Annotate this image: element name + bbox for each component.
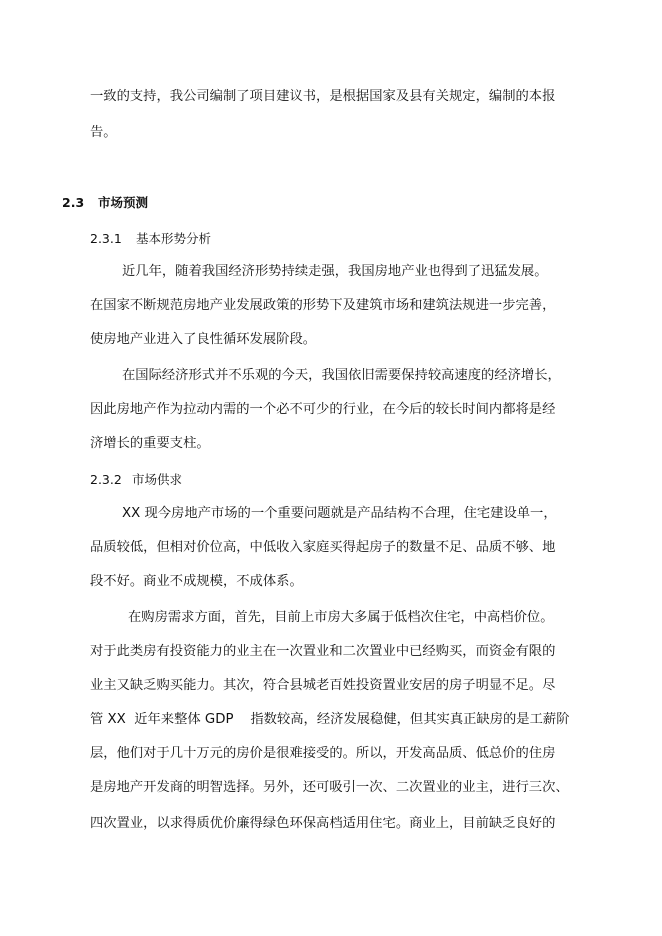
subsection-2-title: 市场供求 [132,472,183,487]
s1-p2-line-3: 济增长的重要支柱。 [90,436,210,451]
s1-p1-line-1: 近几年，随着我国经济形势持续走强，我国房地产业也得到了迅猛发展。 [122,264,548,279]
subsection-1-heading [90,230,211,248]
subsection-1-title: 基本形势分析 [136,231,212,246]
section-heading [62,194,148,212]
section-number: 2.3 [62,195,85,210]
section-title: 市场预测 [98,195,149,210]
s2-p2-line-6: 是房地产开发商的明智选择。另外，还可吸引一次、二次置业的业主，进行三次、 [90,780,569,795]
s1-p2-line-1: 在国际经济形式并不乐观的今天，我国依旧需要保持较高速度的经济增长， [122,368,561,383]
s2-p1-line-1: XX 现今房地产市场的一个重要问题就是产品结构不合理，住宅建设单一， [122,506,557,521]
s2-p2-line-2: 对于此类房有投资能力的业主在一次置业和二次置业中已经购买，而资金有限的 [90,644,556,659]
intro-line-1: 一致的支持，我公司编制了项目建议书，是根据国家及县有关规定，编制的本报 [90,89,556,104]
s1-p1-line-2: 在国家不断规范房地产业发展政策的形势下及建筑市场和建筑法规进一步完善， [90,298,556,313]
subsection-2-number: 2.3.2 [90,472,122,487]
s2-p1-line-3: 段不好。商业不成规模，不成体系。 [90,574,303,589]
subsection-2-heading [90,471,182,489]
s2-p1-line-2: 品质较低，但相对价位高，中低收入家庭买得起房子的数量不足、品质不够、地 [90,540,556,555]
s2-p2-line-1: 在购房需求方面，首先，目前上市房大多属于低档次住宅，中高档价位。 [128,610,554,625]
s1-p1-line-3: 使房地产业进入了良性循环发展阶段。 [90,332,317,347]
s2-p2-line-5: 层，他们对于几十万元的房价是很难接受的。所以，开发高品质、低总价的住房 [90,746,556,761]
subsection-1-number: 2.3.1 [90,231,122,246]
s2-p2-line-4: 管 XX 近年来整体 GDP 指数较高，经济发展稳健，但其实真正缺房的是工薪阶 [90,712,570,727]
s1-p2-line-2: 因此房地产作为拉动内需的一个必不可少的行业，在今后的较长时间内都将是经 [90,402,556,417]
s2-p2-line-7: 四次置业，以求得质优价廉得绿色环保高档适用住宅。商业上，目前缺乏良好的 [90,816,556,831]
s2-p2-line-3: 业主又缺乏购买能力。其次，符合县城老百姓投资置业安居的房子明显不足。尽 [90,678,556,693]
intro-line-2: 告。 [90,125,117,140]
